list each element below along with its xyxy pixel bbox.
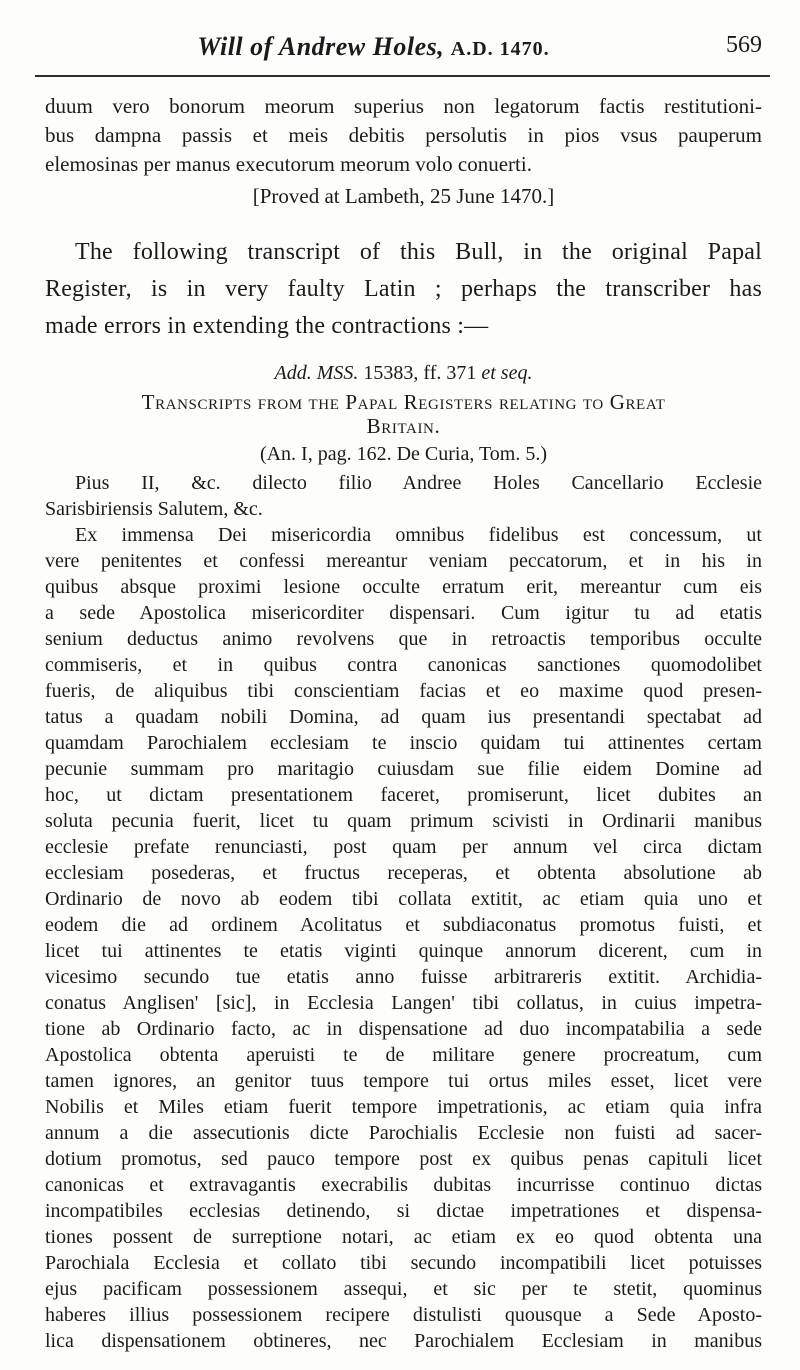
text-line: tatus a quadam nobili Domina, ad quam ius presentandi spectabat ad: [45, 706, 762, 728]
series-heading-line2: Britain.: [366, 414, 441, 438]
text-line: Pius II, &c. dilecto filio Andree Holes Cancellario Ecclesie: [75, 472, 762, 494]
text-line: eodem die ad ordinem Acolitatus et subdiaconatus promotus fuisti, et: [45, 914, 762, 936]
text-line: Apostolica obtenta aperuisti te de militare genere procreatum, cum: [45, 1044, 762, 1066]
page-number: 569: [726, 32, 762, 58]
text-line: bus dampna passis et meis debitis persolutis in pios vsus pauperum: [45, 123, 762, 147]
text-line: hoc, ut dictam presentationem faceret, promiserunt, licet dubites an: [45, 784, 762, 806]
text-line: commiseris, et in quibus contra canonicas sanctiones quomodolibet: [45, 654, 762, 676]
salutation-paragraph: [45, 470, 762, 522]
page-header: [45, 30, 762, 66]
text-line: ejus pacificam possessionem assequi, et sic per te stetit, quominus: [45, 1278, 762, 1300]
text-line: soluta pecunia fuerit, licet tu quam primum scivisti in Ordinarii manibus: [45, 810, 762, 832]
text-line: vere penitentes et confessi mereantur veniam peccatorum, et in his in: [45, 550, 762, 572]
citation-line: (An. I, pag. 162. De Curia, Tom. 5.): [259, 443, 548, 465]
text-line: elemosinas per manus executorum meorum volo conuerti.: [45, 152, 532, 176]
will-paragraph: [45, 92, 762, 179]
text-line: Sarisbiriensis Salutem, &c.: [45, 498, 263, 520]
series-heading: [45, 390, 762, 438]
text-line: tione ab Ordinario facto, ac in dispensatione ad duo incompatabilia a sede: [45, 1018, 762, 1040]
text-line: conatus Anglisen' [sic], in Ecclesia Langen' tibi collatus, in cuius impetra-: [45, 992, 762, 1014]
text-line: haberes illius possessionem recipere distulisti quousque a Sede Aposto-: [45, 1304, 762, 1326]
text-line: made errors in extending the contractions :—: [45, 313, 489, 339]
page-title: [45, 30, 762, 66]
text-line: Register, is in very faulty Latin ; perhaps the transcriber has: [45, 276, 762, 302]
text-line: quibus absque proximi lesione occulte erratum erit, mereantur cum eis: [45, 576, 762, 598]
source-heading-ms-number: 15383, ff. 371: [363, 362, 477, 384]
text-line: annum a die assecutionis dicte Parochialis Ecclesie non fuisti ad sacer-: [45, 1122, 762, 1144]
series-heading-line1: Transcripts from the Papal Registers relating to Great: [141, 390, 666, 414]
probate-note: [Proved at Lambeth, 25 June 1470.]: [252, 184, 555, 208]
source-heading-etseq: et seq.: [481, 362, 533, 384]
text-line: a sede Apostolica misericorditer dispensari. Cum igitur tu ad etatis: [45, 602, 762, 624]
source-heading-ms-label: Add. MSS.: [274, 362, 359, 384]
text-line: lica dispensationem obtineres, nec Parochialem Ecclesiam in manibus: [45, 1330, 762, 1352]
page-title-date: A.D. 1470.: [450, 38, 550, 60]
text-line: senium deductus animo revolvens que in retroactis temporibus occulte: [45, 628, 762, 650]
text-line: duum vero bonorum meorum superius non legatorum factis restitutioni-: [45, 94, 762, 118]
text-line: vicesimo secundo tue etatis anno fuisse arbitrareris extitit. Archidia-: [45, 966, 762, 988]
text-line: The following transcript of this Bull, in the original Papal: [75, 239, 762, 265]
text-line: tamen ignores, an genitor tuus tempore tui ortus miles esset, licet vere: [45, 1070, 762, 1092]
header-rule: [35, 75, 770, 77]
text-line: licet tui attinentes te etatis viginti quinque annorum dicerent, cum in: [45, 940, 762, 962]
intro-paragraph: [45, 234, 762, 345]
text-line: Parochiala Ecclesia et collato tibi secundo incompatibili licet potuisses: [45, 1252, 762, 1274]
source-heading: [45, 361, 762, 386]
page-title-text: Will of Andrew Holes,: [197, 32, 445, 61]
text-line: canonicas et extravagantis execrabilis dubitas incurrisse continuo dictas: [45, 1174, 762, 1196]
text-line: quamdam Parochialem ecclesiam te inscio quidam tui attinentes certam: [45, 732, 762, 754]
text-line: dotium promotus, sed pauco tempore post ex quibus penas capituli licet: [45, 1148, 762, 1170]
text-line: Nobilis et Miles etiam fuerit tempore impetrationis, ac etiam quia infra: [45, 1096, 762, 1118]
text-line: pecunie summam pro maritagio cuiusdam sue filie eidem Domine ad: [45, 758, 762, 780]
text-line: Ordinario de novo ab eodem tibi collata extitit, ac etiam quia uno et: [45, 888, 762, 910]
text-line: fueris, de aliquibus tibi conscientiam facias et eo maxime quod presen-: [45, 680, 762, 702]
text-line: incompatibiles ecclesias detinendo, si dictae impetrationes et dispensa-: [45, 1200, 762, 1222]
text-line: ecclesie prefate renunciasti, post quam per annum vel circa dictam: [45, 836, 762, 858]
text-line: ecclesiam posederas, et fructus receperas, et obtenta absolutione ab: [45, 862, 762, 884]
bull-paragraph: [45, 522, 762, 1354]
text-line: tiones possent de surreptione notari, ac etiam ex eo quod obtenta una: [45, 1226, 762, 1248]
text-line: Ex immensa Dei misericordia omnibus fidelibus est concessum, ut: [75, 524, 762, 546]
